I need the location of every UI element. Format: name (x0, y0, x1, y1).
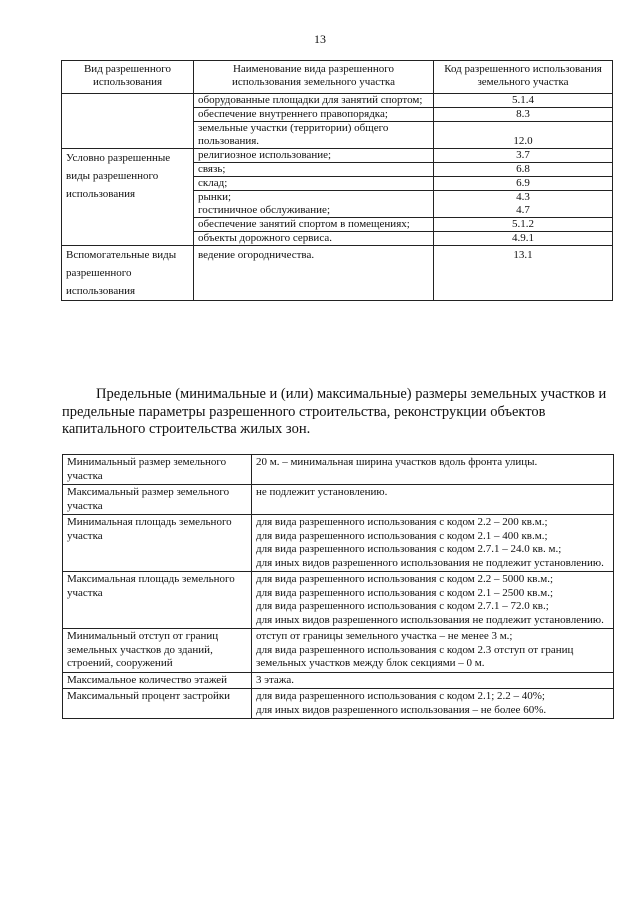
param-value (252, 572, 614, 629)
param-label: Минимальный размер земельного участка (63, 455, 252, 485)
value-line: отступ от границы земельного участка – не менее 3 м.; (256, 630, 513, 642)
value-line: для иных видов разрешенного использования – не более 60%. (256, 703, 547, 716)
use-name: склад; (194, 177, 434, 191)
value-line: для вида разрешенного использования с кодом 2.3 отступ от границ земельных участков между блок секциями – 0 м. (256, 643, 574, 669)
param-value: не подлежит установлению. (252, 485, 614, 515)
param-value (252, 629, 614, 673)
group-cell-conditional: Условно разрешенные виды разрешенного использования (62, 149, 194, 246)
table-row (63, 572, 614, 629)
use-code: 5.1.2 (434, 218, 613, 232)
param-label: Минимальная площадь земельного участка (63, 515, 252, 572)
value-line: для иных видов разрешенного использования не подлежит установлению. (256, 613, 604, 626)
use-code: 8.3 (434, 108, 613, 122)
group-cell-main (62, 94, 194, 149)
value-line: для вида разрешенного использования с кодом 2.1 – 2500 кв.м.; (256, 586, 553, 599)
use-code: 4.7 (516, 204, 530, 216)
use-name: оборудованные площадки для занятий спортом; (194, 94, 434, 108)
value-line: для иных видов разрешенного использования не подлежит установлению. (256, 556, 604, 569)
header-use-code: Код разрешенного использования земельного участка (434, 61, 613, 94)
value-line: для вида разрешенного использования с кодом 2.7.1 – 24.0 кв. м.; (256, 543, 562, 555)
table-row (63, 629, 614, 673)
use-name-pair (194, 191, 434, 218)
use-code: 4.9.1 (434, 232, 613, 246)
zone-parameters-paragraph: Предельные (минимальные и (или) максимальные) размеры земельных участков и предельные параметры разрешенного строительства, реконструкции объектов капитального строительства жилых зон. (62, 386, 607, 437)
param-label: Максимальный размер земельного участка (63, 485, 252, 515)
use-code-pair (434, 191, 613, 218)
use-name: гостиничное обслуживание; (198, 204, 330, 216)
use-code: 6.8 (434, 163, 613, 177)
table-row (62, 149, 613, 163)
parameters-table (62, 454, 614, 719)
use-code: 5.1.4 (434, 94, 613, 108)
table-row (63, 672, 614, 689)
value-line: для вида разрешенного использования с кодом 2.1; 2.2 – 40%; (256, 690, 545, 702)
use-code: 3.7 (434, 149, 613, 163)
use-code: 12.0 (434, 122, 613, 149)
use-name: обеспечение занятий спортом в помещениях; (194, 218, 434, 232)
param-value (252, 515, 614, 572)
param-label: Максимальное количество этажей (63, 672, 252, 689)
use-name: объекты дорожного сервиса. (194, 232, 434, 246)
param-value (252, 689, 614, 719)
value-line: для вида разрешенного использования с кодом 2.1 – 400 кв.м.; (256, 529, 548, 542)
table-row (62, 94, 613, 108)
param-label: Максимальный процент застройки (63, 689, 252, 719)
table-header-row (62, 61, 613, 94)
page-number: 13 (314, 32, 326, 46)
param-label: Максимальная площадь земельного участка (63, 572, 252, 629)
use-code: 6.9 (434, 177, 613, 191)
value-line: для вида разрешенного использования с кодом 2.7.1 – 72.0 кв.; (256, 600, 549, 612)
table-row (62, 246, 613, 301)
use-name: обеспечение внутреннего правопорядка; (194, 108, 434, 122)
param-value: 3 этажа. (252, 672, 614, 689)
use-name: связь; (194, 163, 434, 177)
header-use-name: Наименование вида разрешенного использования земельного участка (194, 61, 434, 94)
use-name: земельные участки (территории) общего пользования. (194, 122, 434, 149)
table-row (63, 515, 614, 572)
table-row (63, 485, 614, 515)
permitted-use-table (61, 60, 613, 301)
value-line: для вида разрешенного использования с кодом 2.2 – 5000 кв.м.; (256, 573, 553, 585)
param-value: 20 м. – минимальная ширина участков вдоль фронта улицы. (252, 455, 614, 485)
use-name: ведение огородничества. (194, 246, 434, 301)
use-name: рынки; (198, 191, 232, 203)
header-use-type: Вид разрешенного использования (62, 61, 194, 94)
value-line: для вида разрешенного использования с кодом 2.2 – 200 кв.м.; (256, 516, 548, 528)
use-name: религиозное использование; (194, 149, 434, 163)
table-row (63, 689, 614, 719)
param-label: Минимальный отступ от границ земельных участков до зданий, строений, сооружений (63, 629, 252, 673)
use-code: 4.3 (516, 191, 530, 203)
use-code: 13.1 (434, 246, 613, 301)
table-row (63, 455, 614, 485)
group-cell-auxiliary: Вспомогательные виды разрешенного использования (62, 246, 194, 301)
